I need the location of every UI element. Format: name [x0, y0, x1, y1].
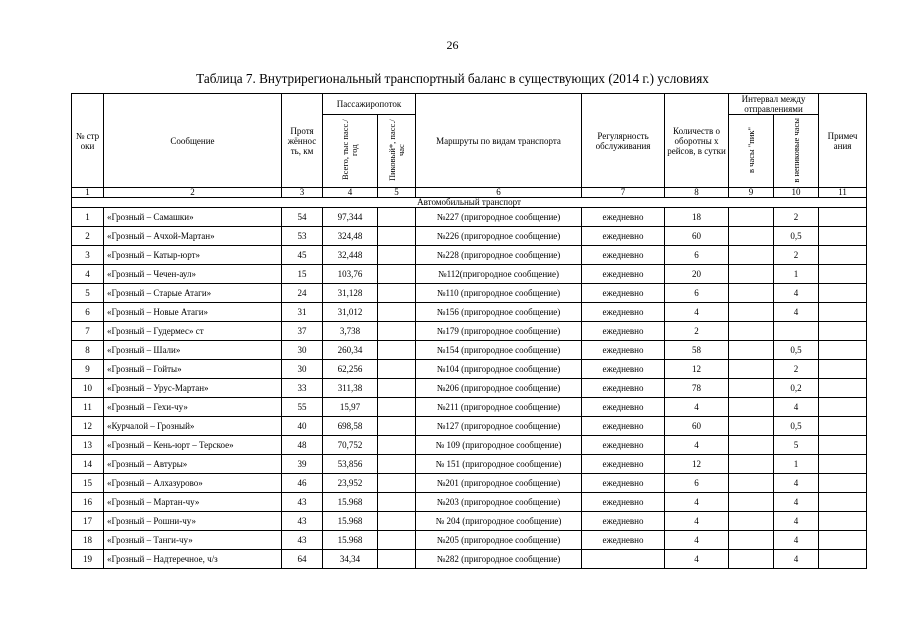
note — [819, 436, 867, 455]
connection-name: «Грозный – Рошни-чу» — [104, 512, 282, 531]
interval-offpeak: 4 — [774, 550, 819, 569]
length-km: 53 — [282, 227, 323, 246]
regularity: ежедневно — [582, 417, 665, 436]
length-km: 43 — [282, 531, 323, 550]
pass-total: 62,256 — [323, 360, 378, 379]
note — [819, 512, 867, 531]
interval-peak — [729, 265, 774, 284]
route-name: №112(пригородное сообщение) — [416, 265, 582, 284]
connection-name: «Грозный – Кень-юрт – Терское» — [104, 436, 282, 455]
interval-offpeak: 4 — [774, 284, 819, 303]
interval-peak — [729, 474, 774, 493]
pass-peak — [378, 246, 416, 265]
note — [819, 474, 867, 493]
header-interval: Интервал между отправлениями — [729, 94, 819, 115]
connection-name: «Грозный – Шали» — [104, 341, 282, 360]
interval-offpeak: 4 — [774, 398, 819, 417]
row-number: 5 — [72, 284, 104, 303]
interval-peak — [729, 436, 774, 455]
table-row — [72, 531, 867, 550]
length-km: 15 — [282, 265, 323, 284]
route-name: №179 (пригородное сообщение) — [416, 322, 582, 341]
route-name: №206 (пригородное сообщение) — [416, 379, 582, 398]
row-number: 8 — [72, 341, 104, 360]
pass-peak — [378, 531, 416, 550]
pass-peak — [378, 455, 416, 474]
regularity: ежедневно — [582, 455, 665, 474]
pass-total: 97,344 — [323, 208, 378, 227]
interval-peak — [729, 455, 774, 474]
table-row — [72, 246, 867, 265]
regularity: ежедневно — [582, 265, 665, 284]
interval-offpeak: 2 — [774, 208, 819, 227]
table-row — [72, 436, 867, 455]
length-km: 46 — [282, 474, 323, 493]
regularity: ежедневно — [582, 360, 665, 379]
route-name: № 109 (пригородное сообщение) — [416, 436, 582, 455]
interval-offpeak: 4 — [774, 474, 819, 493]
interval-peak — [729, 227, 774, 246]
table-row — [72, 360, 867, 379]
length-km: 43 — [282, 512, 323, 531]
trips-count: 4 — [665, 493, 729, 512]
trips-count: 20 — [665, 265, 729, 284]
section-title: Автомобильный транспорт — [72, 198, 867, 208]
connection-name: «Грозный – Чечен-аул» — [104, 265, 282, 284]
connection-name: «Грозный – Автуры» — [104, 455, 282, 474]
interval-offpeak: 4 — [774, 512, 819, 531]
interval-peak — [729, 398, 774, 417]
row-number: 14 — [72, 455, 104, 474]
interval-peak — [729, 246, 774, 265]
pass-peak — [378, 265, 416, 284]
pass-peak — [378, 284, 416, 303]
interval-peak — [729, 512, 774, 531]
interval-offpeak: 5 — [774, 436, 819, 455]
interval-offpeak: 0,5 — [774, 417, 819, 436]
row-number: 4 — [72, 265, 104, 284]
interval-offpeak: 2 — [774, 246, 819, 265]
header-regularity: Регулярность обслуживания — [582, 94, 665, 188]
note — [819, 398, 867, 417]
interval-offpeak: 4 — [774, 531, 819, 550]
row-number: 12 — [72, 417, 104, 436]
pass-total: 53,856 — [323, 455, 378, 474]
length-km: 31 — [282, 303, 323, 322]
pass-total: 34,34 — [323, 550, 378, 569]
interval-peak — [729, 531, 774, 550]
note — [819, 284, 867, 303]
pass-peak — [378, 398, 416, 417]
table-row — [72, 227, 867, 246]
trips-count: 78 — [665, 379, 729, 398]
length-km: 45 — [282, 246, 323, 265]
pass-total: 260,34 — [323, 341, 378, 360]
pass-total: 324,48 — [323, 227, 378, 246]
header-trips: Количеств о оборотны х рейсов, в сутки — [665, 94, 729, 188]
col-number: 3 — [282, 188, 323, 198]
connection-name: «Грозный – Гехи-чу» — [104, 398, 282, 417]
table-row — [72, 550, 867, 569]
col-number: 9 — [729, 188, 774, 198]
regularity: ежедневно — [582, 208, 665, 227]
interval-peak — [729, 379, 774, 398]
interval-offpeak — [774, 322, 819, 341]
note — [819, 360, 867, 379]
pass-total: 15,97 — [323, 398, 378, 417]
pass-peak — [378, 493, 416, 512]
connection-name: «Грозный – Новые Атаги» — [104, 303, 282, 322]
note — [819, 493, 867, 512]
table-row — [72, 379, 867, 398]
note — [819, 265, 867, 284]
row-number: 18 — [72, 531, 104, 550]
pass-total: 103,76 — [323, 265, 378, 284]
table-row — [72, 493, 867, 512]
connection-name: «Курчалой – Грозный» — [104, 417, 282, 436]
row-number: 16 — [72, 493, 104, 512]
connection-name: «Грозный – Старые Атаги» — [104, 284, 282, 303]
pass-peak — [378, 227, 416, 246]
table-row — [72, 417, 867, 436]
header-pass-total — [323, 115, 378, 188]
header-length: Протя жённос ть, км — [282, 94, 323, 188]
regularity: ежедневно — [582, 436, 665, 455]
length-km: 54 — [282, 208, 323, 227]
row-number: 19 — [72, 550, 104, 569]
route-name: №228 (пригородное сообщение) — [416, 246, 582, 265]
table-row — [72, 455, 867, 474]
route-name: №154 (пригородное сообщение) — [416, 341, 582, 360]
regularity: ежедневно — [582, 398, 665, 417]
route-name: №205 (пригородное сообщение) — [416, 531, 582, 550]
interval-peak — [729, 322, 774, 341]
row-number: 17 — [72, 512, 104, 531]
trips-count: 6 — [665, 474, 729, 493]
table-row — [72, 398, 867, 417]
regularity: ежедневно — [582, 379, 665, 398]
regularity: ежедневно — [582, 246, 665, 265]
interval-offpeak: 4 — [774, 303, 819, 322]
pass-total: 15.968 — [323, 512, 378, 531]
pass-peak — [378, 550, 416, 569]
connection-name: «Грозный – Танги-чу» — [104, 531, 282, 550]
pass-peak — [378, 341, 416, 360]
table-row — [72, 303, 867, 322]
note — [819, 341, 867, 360]
col-number: 8 — [665, 188, 729, 198]
length-km: 30 — [282, 341, 323, 360]
connection-name: «Грозный – Мартан-чу» — [104, 493, 282, 512]
trips-count: 58 — [665, 341, 729, 360]
note — [819, 208, 867, 227]
interval-peak — [729, 417, 774, 436]
interval-peak — [729, 341, 774, 360]
header-routes: Маршруты по видам транспорта — [416, 94, 582, 188]
route-name: №227 (пригородное сообщение) — [416, 208, 582, 227]
page-number: 26 — [446, 38, 459, 52]
header-interval-offpeak-text: в непиковые часы — [790, 117, 801, 183]
row-number: 11 — [72, 398, 104, 417]
note — [819, 227, 867, 246]
table-row — [72, 341, 867, 360]
row-number: 9 — [72, 360, 104, 379]
connection-name: «Грозный – Алхазурово» — [104, 474, 282, 493]
route-name: №203 (пригородное сообщение) — [416, 493, 582, 512]
interval-peak — [729, 208, 774, 227]
route-name: № 151 (пригородное сообщение) — [416, 455, 582, 474]
trips-count: 18 — [665, 208, 729, 227]
connection-name: «Грозный – Урус-Мартан» — [104, 379, 282, 398]
trips-count: 4 — [665, 531, 729, 550]
regularity: ежедневно — [582, 493, 665, 512]
length-km: 55 — [282, 398, 323, 417]
header-pass-peak-text: Пиковый*, пасс./час — [386, 119, 406, 181]
table-row — [72, 208, 867, 227]
row-number: 2 — [72, 227, 104, 246]
pass-peak — [378, 436, 416, 455]
table-row — [72, 512, 867, 531]
pass-peak — [378, 379, 416, 398]
route-name: №226 (пригородное сообщение) — [416, 227, 582, 246]
pass-total: 31,012 — [323, 303, 378, 322]
regularity: ежедневно — [582, 531, 665, 550]
length-km: 39 — [282, 455, 323, 474]
header-interval-offpeak — [774, 115, 819, 188]
trips-count: 12 — [665, 360, 729, 379]
pass-total: 698,58 — [323, 417, 378, 436]
length-km: 64 — [282, 550, 323, 569]
pass-peak — [378, 322, 416, 341]
col-number: 11 — [819, 188, 867, 198]
regularity: ежедневно — [582, 227, 665, 246]
pass-peak — [378, 417, 416, 436]
interval-offpeak: 1 — [774, 265, 819, 284]
regularity: ежедневно — [582, 341, 665, 360]
route-name: №211 (пригородное сообщение) — [416, 398, 582, 417]
note — [819, 455, 867, 474]
regularity: ежедневно — [582, 322, 665, 341]
trips-count: 2 — [665, 322, 729, 341]
pass-peak — [378, 360, 416, 379]
regularity: ежедневно — [582, 303, 665, 322]
length-km: 24 — [282, 284, 323, 303]
row-number: 3 — [72, 246, 104, 265]
header-pass-total-text: Всего, тыс пасс./год — [340, 119, 359, 181]
note — [819, 550, 867, 569]
regularity: ежедневно — [582, 474, 665, 493]
header-pass-peak — [378, 115, 416, 188]
regularity — [582, 550, 665, 569]
pass-total: 3,738 — [323, 322, 378, 341]
regularity: ежедневно — [582, 284, 665, 303]
length-km: 37 — [282, 322, 323, 341]
table-row — [72, 474, 867, 493]
route-name: №110 (пригородное сообщение) — [416, 284, 582, 303]
col-number: 10 — [774, 188, 819, 198]
length-km: 43 — [282, 493, 323, 512]
interval-offpeak: 2 — [774, 360, 819, 379]
interval-offpeak: 0,5 — [774, 227, 819, 246]
interval-peak — [729, 493, 774, 512]
col-number: 6 — [416, 188, 582, 198]
pass-peak — [378, 512, 416, 531]
row-number: 7 — [72, 322, 104, 341]
header-interval-peak — [729, 115, 774, 188]
row-number: 6 — [72, 303, 104, 322]
trips-count: 60 — [665, 227, 729, 246]
trips-count: 60 — [665, 417, 729, 436]
route-name: №201 (пригородное сообщение) — [416, 474, 582, 493]
interval-offpeak: 4 — [774, 493, 819, 512]
header-note: Примеч ания — [819, 94, 867, 188]
row-number: 10 — [72, 379, 104, 398]
route-name: №127 (пригородное сообщение) — [416, 417, 582, 436]
note — [819, 531, 867, 550]
interval-offpeak: 1 — [774, 455, 819, 474]
col-number: 1 — [72, 188, 104, 198]
length-km: 30 — [282, 360, 323, 379]
trips-count: 6 — [665, 246, 729, 265]
row-number: 13 — [72, 436, 104, 455]
header-pass-flow: Пассажиропоток — [323, 94, 416, 115]
interval-peak — [729, 360, 774, 379]
interval-offpeak: 0,5 — [774, 341, 819, 360]
note — [819, 379, 867, 398]
col-number: 2 — [104, 188, 282, 198]
row-number: 1 — [72, 208, 104, 227]
col-number: 4 — [323, 188, 378, 198]
trips-count: 6 — [665, 284, 729, 303]
trips-count: 12 — [665, 455, 729, 474]
pass-total: 311,38 — [323, 379, 378, 398]
table-row — [72, 265, 867, 284]
trips-count: 4 — [665, 303, 729, 322]
pass-peak — [378, 303, 416, 322]
pass-total: 31,128 — [323, 284, 378, 303]
table-row — [72, 322, 867, 341]
connection-name: «Грозный – Гойты» — [104, 360, 282, 379]
header-interval-peak-text: в часы "пик" — [745, 127, 756, 173]
interval-peak — [729, 284, 774, 303]
pass-total: 15.968 — [323, 493, 378, 512]
header-connection: Сообщение — [104, 94, 282, 188]
note — [819, 246, 867, 265]
trips-count: 4 — [665, 512, 729, 531]
interval-peak — [729, 550, 774, 569]
note — [819, 417, 867, 436]
trips-count: 4 — [665, 398, 729, 417]
regularity: ежедневно — [582, 512, 665, 531]
length-km: 48 — [282, 436, 323, 455]
route-name: №104 (пригородное сообщение) — [416, 360, 582, 379]
length-km: 33 — [282, 379, 323, 398]
route-name: №156 (пригородное сообщение) — [416, 303, 582, 322]
interval-peak — [729, 303, 774, 322]
pass-peak — [378, 208, 416, 227]
col-number: 5 — [378, 188, 416, 198]
route-name: №282 (пригородное сообщение) — [416, 550, 582, 569]
table-row — [72, 284, 867, 303]
trips-count: 4 — [665, 436, 729, 455]
pass-peak — [378, 474, 416, 493]
length-km: 40 — [282, 417, 323, 436]
table-title: Таблица 7. Внутрирегиональный транспортный баланс в существующих (2014 г.) условиях — [196, 71, 709, 86]
note — [819, 303, 867, 322]
connection-name: «Грозный – Ачхой-Мартан» — [104, 227, 282, 246]
header-row-no: № стр оки — [72, 94, 104, 188]
pass-total: 32,448 — [323, 246, 378, 265]
pass-total: 15.968 — [323, 531, 378, 550]
row-number: 15 — [72, 474, 104, 493]
connection-name: «Грозный – Надтеречное, ч/з — [104, 550, 282, 569]
interval-offpeak: 0,2 — [774, 379, 819, 398]
pass-total: 23,952 — [323, 474, 378, 493]
col-number: 7 — [582, 188, 665, 198]
route-name: № 204 (пригородное сообщение) — [416, 512, 582, 531]
trips-count: 4 — [665, 550, 729, 569]
connection-name: «Грозный – Гудермес» ст — [104, 322, 282, 341]
connection-name: «Грозный – Самашки» — [104, 208, 282, 227]
connection-name: «Грозный – Катыр-юрт» — [104, 246, 282, 265]
transport-balance-table — [71, 93, 867, 569]
pass-total: 70,752 — [323, 436, 378, 455]
note — [819, 322, 867, 341]
